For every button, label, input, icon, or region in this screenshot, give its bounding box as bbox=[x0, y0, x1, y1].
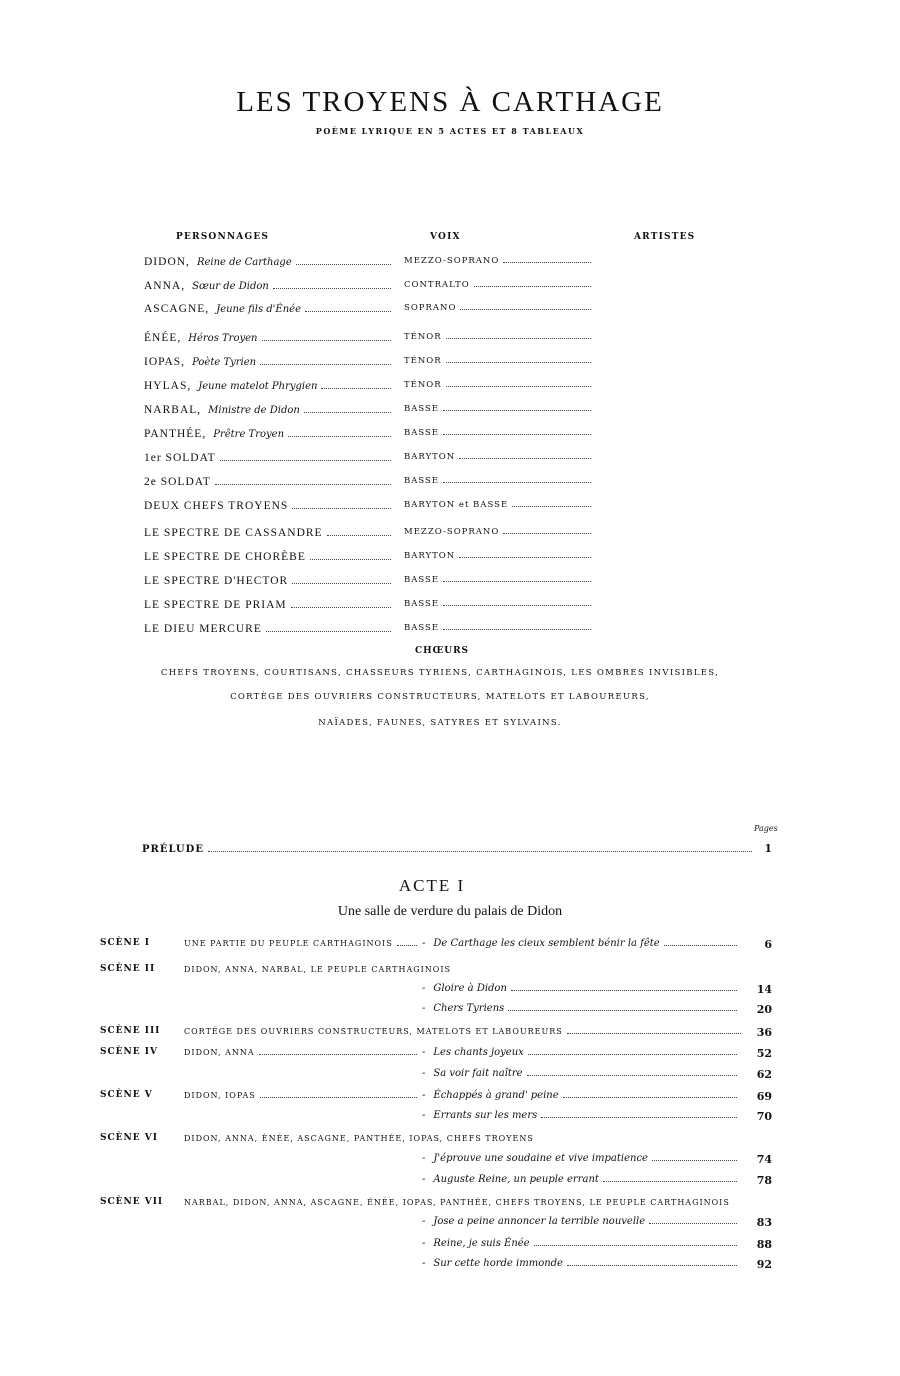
dash-mark: - bbox=[422, 1090, 426, 1101]
incipit-text: Chers Tyriens bbox=[433, 1003, 505, 1014]
role-left bbox=[144, 356, 394, 368]
role-desc: Jeune fils d'Énée bbox=[216, 304, 301, 315]
incipit-text: Jose a peine annoncer la terrible nouvelle bbox=[433, 1216, 646, 1227]
role-row bbox=[144, 476, 594, 492]
dot-leader bbox=[541, 1117, 737, 1118]
role-name: 2e SOLDAT bbox=[144, 476, 211, 488]
role-voice: BARYTON bbox=[404, 452, 456, 462]
scene-characters bbox=[184, 965, 451, 974]
dash-mark: - bbox=[422, 1003, 426, 1014]
page-number: 74 bbox=[756, 1153, 772, 1166]
dot-leader bbox=[512, 506, 591, 507]
dot-leader bbox=[443, 581, 591, 582]
role-row bbox=[144, 575, 594, 591]
dot-leader bbox=[443, 605, 591, 606]
dash-mark: - bbox=[422, 1068, 426, 1079]
role-name: IOPAS, bbox=[144, 356, 186, 368]
dot-leader bbox=[508, 1010, 737, 1011]
role-name: DEUX CHEFS TROYENS bbox=[144, 500, 289, 512]
role-right bbox=[404, 303, 594, 313]
scene-label: SCÈNE VII bbox=[100, 1197, 164, 1207]
role-right bbox=[404, 256, 594, 266]
role-desc: Reine de Carthage bbox=[196, 257, 292, 268]
role-left bbox=[144, 280, 394, 292]
acte-title: ACTE I bbox=[398, 876, 466, 895]
incipit-row bbox=[422, 1238, 740, 1249]
role-row bbox=[144, 623, 594, 639]
role-name: PANTHÉE, bbox=[144, 428, 207, 440]
scene-characters bbox=[184, 939, 420, 949]
scene-characters-text: DIDON, ANNA bbox=[184, 1048, 255, 1057]
dot-leader bbox=[446, 362, 591, 363]
page-number: 62 bbox=[756, 1068, 772, 1081]
role-left bbox=[144, 551, 394, 563]
dash-mark: - bbox=[422, 1216, 426, 1227]
incipit-row bbox=[422, 938, 740, 949]
scene-characters bbox=[184, 1134, 534, 1143]
role-left bbox=[144, 452, 394, 464]
dot-leader bbox=[534, 1245, 737, 1246]
scene-label: SCÈNE I bbox=[100, 938, 150, 948]
choeurs-line: CHEFS TROYENS, COURTISANS, CHASSEURS TYRIENS, CARTHAGINOIS, LES OMBRES INVISIBLES, bbox=[160, 668, 720, 678]
role-row bbox=[144, 500, 594, 516]
dot-leader bbox=[220, 460, 391, 461]
dot-leader bbox=[527, 1075, 737, 1076]
role-voice: BASSE bbox=[404, 623, 440, 633]
role-left bbox=[144, 256, 394, 268]
incipit-row bbox=[422, 1153, 740, 1164]
role-left bbox=[144, 500, 394, 512]
page-title: LES TROYENS À CARTHAGE bbox=[236, 86, 664, 118]
role-right bbox=[404, 575, 594, 585]
role-right bbox=[404, 332, 594, 342]
page-subtitle: POÈME LYRIQUE EN 5 ACTES ET 8 TABLEAUX bbox=[315, 126, 585, 136]
incipit-row bbox=[422, 1047, 740, 1058]
role-name: ÉNÉE, bbox=[144, 332, 182, 344]
role-left bbox=[144, 428, 394, 440]
role-voice: MEZZO-SOPRANO bbox=[404, 256, 500, 266]
page-number: 70 bbox=[756, 1110, 772, 1123]
dot-leader bbox=[304, 412, 391, 413]
dash-mark: - bbox=[422, 1153, 426, 1164]
role-voice: BASSE bbox=[404, 476, 440, 486]
role-right bbox=[404, 551, 594, 561]
dot-leader bbox=[260, 1097, 417, 1098]
dot-leader bbox=[664, 945, 737, 946]
role-left bbox=[144, 575, 394, 587]
role-voice: SOPRANO bbox=[404, 303, 457, 313]
dash-mark: - bbox=[422, 938, 426, 949]
page-number: 78 bbox=[756, 1174, 772, 1187]
scene-label: SCÈNE V bbox=[100, 1090, 153, 1100]
scene-label: SCÈNE VI bbox=[100, 1133, 158, 1143]
dot-leader bbox=[288, 436, 391, 437]
role-left bbox=[144, 476, 394, 488]
incipit-text: De Carthage les cieux semblent bénir la fête bbox=[433, 938, 660, 949]
dot-leader bbox=[292, 508, 391, 509]
dot-leader bbox=[260, 364, 391, 365]
role-name: LE SPECTRE D'HECTOR bbox=[144, 575, 289, 587]
choeurs-line: CORTÈGE DES OUVRIERS CONSTRUCTEURS, MATELOTS ET LABOUREURS, bbox=[230, 692, 650, 702]
incipit-text: Auguste Reine, un peuple errant bbox=[433, 1174, 599, 1185]
role-desc: Jeune matelot Phrygien bbox=[198, 381, 318, 392]
dot-leader bbox=[296, 264, 391, 265]
role-name: 1er SOLDAT bbox=[144, 452, 216, 464]
incipit-row bbox=[422, 1003, 740, 1014]
dot-leader bbox=[567, 1033, 741, 1034]
dot-leader bbox=[266, 631, 391, 632]
prelude-label: PRÉLUDE bbox=[142, 844, 204, 855]
role-voice: BASSE bbox=[404, 404, 440, 414]
role-name: ANNA, bbox=[144, 280, 186, 292]
incipit-text: Reine, je suis Énée bbox=[433, 1238, 530, 1249]
role-left bbox=[144, 623, 394, 635]
scene-label: SCÈNE IV bbox=[100, 1047, 158, 1057]
role-row bbox=[144, 599, 594, 615]
scene-characters bbox=[184, 1027, 744, 1037]
dot-leader bbox=[443, 629, 591, 630]
scene-characters-text: DIDON, ANNA, NARBAL, LE PEUPLE CARTHAGINOIS bbox=[184, 965, 451, 974]
choeurs-line: NAÏADES, FAUNES, SATYRES ET SYLVAINS. bbox=[318, 718, 562, 728]
role-right bbox=[404, 623, 594, 633]
incipit-row bbox=[422, 1090, 740, 1101]
incipit-text: Errants sur les mers bbox=[433, 1110, 538, 1121]
header-artistes: ARTISTES bbox=[634, 232, 696, 242]
dash-mark: - bbox=[422, 1238, 426, 1249]
role-left bbox=[144, 380, 394, 392]
role-left bbox=[144, 303, 394, 315]
role-right bbox=[404, 428, 594, 438]
dot-leader bbox=[567, 1265, 737, 1266]
page-number: 52 bbox=[756, 1047, 772, 1060]
role-desc: Poète Tyrien bbox=[192, 357, 257, 368]
role-left bbox=[144, 527, 394, 539]
scene-characters bbox=[184, 1198, 730, 1207]
role-row bbox=[144, 551, 594, 567]
prelude-row bbox=[142, 842, 772, 855]
dot-leader bbox=[215, 484, 391, 485]
dot-leader bbox=[446, 338, 591, 339]
role-right bbox=[404, 404, 594, 414]
incipit-row bbox=[422, 1216, 740, 1227]
role-desc: Héros Troyen bbox=[188, 333, 258, 344]
scene-label: SCÈNE II bbox=[100, 964, 156, 974]
choeurs-heading: CHŒURS bbox=[414, 646, 470, 656]
dot-leader bbox=[528, 1054, 737, 1055]
role-row bbox=[144, 303, 594, 319]
role-right bbox=[404, 527, 594, 537]
dot-leader bbox=[459, 557, 591, 558]
dash-mark: - bbox=[422, 1258, 426, 1269]
dot-leader bbox=[310, 559, 391, 560]
role-right bbox=[404, 500, 594, 510]
scene-label: SCÈNE III bbox=[100, 1026, 161, 1036]
role-row bbox=[144, 332, 594, 348]
role-row bbox=[144, 356, 594, 372]
dot-leader bbox=[259, 1054, 417, 1055]
incipit-row bbox=[422, 1110, 740, 1121]
dot-leader bbox=[397, 945, 417, 946]
dot-leader bbox=[291, 607, 391, 608]
role-name: ASCAGNE, bbox=[144, 303, 210, 315]
scene-characters-text: NARBAL, DIDON, ANNA, ASCAGNE, ÉNÉE, IOPAS, PANTHÉE, CHEFS TROYENS, LE PEUPLE CARTHAGINOIS bbox=[184, 1198, 730, 1207]
dot-leader bbox=[273, 288, 391, 289]
dot-leader bbox=[443, 410, 591, 411]
page-number: 14 bbox=[756, 983, 772, 996]
page-number: 6 bbox=[764, 938, 772, 951]
dot-leader bbox=[603, 1181, 737, 1182]
scene-characters bbox=[184, 1048, 420, 1058]
role-voice: BARYTON bbox=[404, 551, 456, 561]
dot-leader bbox=[474, 286, 591, 287]
role-name: DIDON, bbox=[144, 256, 190, 268]
role-right bbox=[404, 280, 594, 290]
page-number: 88 bbox=[756, 1238, 772, 1251]
scene-characters bbox=[184, 1091, 420, 1101]
dot-leader bbox=[443, 434, 591, 435]
pages-label: Pages bbox=[754, 824, 778, 833]
dot-leader bbox=[443, 482, 591, 483]
dot-leader bbox=[327, 535, 391, 536]
dash-mark: - bbox=[422, 1174, 426, 1185]
incipit-text: Échappés à grand' peine bbox=[433, 1090, 559, 1101]
incipit-text: Sur cette horde immonde bbox=[433, 1258, 563, 1269]
dash-mark: - bbox=[422, 983, 426, 994]
role-voice: CONTRALTO bbox=[404, 280, 470, 290]
role-left bbox=[144, 332, 394, 344]
role-desc: Prêtre Troyen bbox=[213, 429, 285, 440]
page-number: 69 bbox=[756, 1090, 772, 1103]
incipit-text: Gloire à Didon bbox=[433, 983, 507, 994]
dash-mark: - bbox=[422, 1047, 426, 1058]
incipit-text: J'éprouve une soudaine et vive impatience bbox=[433, 1153, 648, 1164]
role-desc: Sœur de Didon bbox=[192, 281, 269, 292]
incipit-text: Sa voir fait naître bbox=[433, 1068, 523, 1079]
role-name: LE SPECTRE DE CASSANDRE bbox=[144, 527, 323, 539]
role-row bbox=[144, 452, 594, 468]
role-voice: BASSE bbox=[404, 599, 440, 609]
role-row bbox=[144, 428, 594, 444]
dot-leader bbox=[459, 458, 591, 459]
dot-leader bbox=[446, 386, 591, 387]
role-right bbox=[404, 380, 594, 390]
dot-leader bbox=[262, 340, 392, 341]
role-name: LE SPECTRE DE CHORÈBE bbox=[144, 551, 306, 563]
role-row bbox=[144, 256, 594, 272]
role-right bbox=[404, 476, 594, 486]
incipit-text: Les chants joyeux bbox=[433, 1047, 524, 1058]
dot-leader bbox=[563, 1097, 737, 1098]
dash-mark: - bbox=[422, 1110, 426, 1121]
role-right bbox=[404, 599, 594, 609]
dot-leader bbox=[652, 1160, 737, 1161]
role-voice: BASSE bbox=[404, 575, 440, 585]
scene-characters-text: DIDON, IOPAS bbox=[184, 1091, 256, 1100]
scene-characters-text: UNE PARTIE DU PEUPLE CARTHAGINOIS bbox=[184, 939, 393, 948]
dot-leader bbox=[321, 388, 391, 389]
role-voice: TÉNOR bbox=[404, 332, 442, 342]
role-name: NARBAL, bbox=[144, 404, 202, 416]
acte-subtitle: Une salle de verdure du palais de Didon bbox=[337, 904, 563, 919]
role-name: LE DIEU MERCURE bbox=[144, 623, 262, 635]
role-row bbox=[144, 380, 594, 396]
dot-leader bbox=[511, 990, 737, 991]
incipit-row bbox=[422, 1174, 740, 1185]
header-personnages: PERSONNAGES bbox=[176, 232, 270, 242]
incipit-row bbox=[422, 1258, 740, 1269]
role-left bbox=[144, 599, 394, 611]
page-number: 20 bbox=[756, 1003, 772, 1016]
header-voix: VOIX bbox=[430, 232, 461, 242]
role-voice: MEZZO-SOPRANO bbox=[404, 527, 500, 537]
role-voice: TÉNOR bbox=[404, 380, 442, 390]
role-name: LE SPECTRE DE PRIAM bbox=[144, 599, 287, 611]
scene-characters-text: CORTÈGE DES OUVRIERS CONSTRUCTEURS, MATELOTS ET LABOUREURS bbox=[184, 1027, 563, 1036]
role-voice: BASSE bbox=[404, 428, 440, 438]
role-voice: BARYTON et BASSE bbox=[404, 500, 509, 510]
role-row bbox=[144, 527, 594, 543]
role-right bbox=[404, 356, 594, 366]
prelude-page: 1 bbox=[764, 842, 772, 855]
dot-leader bbox=[649, 1223, 737, 1224]
dot-leader bbox=[305, 311, 391, 312]
role-name: HYLAS, bbox=[144, 380, 192, 392]
role-row bbox=[144, 404, 594, 420]
page-number: 92 bbox=[756, 1258, 772, 1271]
page-number: 83 bbox=[756, 1216, 772, 1229]
dot-leader bbox=[208, 851, 752, 852]
role-voice: TÉNOR bbox=[404, 356, 442, 366]
role-right bbox=[404, 452, 594, 462]
dot-leader bbox=[503, 533, 591, 534]
role-row bbox=[144, 280, 594, 296]
scene-characters-text: DIDON, ANNA, ÉNÉE, ASCAGNE, PANTHÉE, IOPAS, CHEFS TROYENS bbox=[184, 1134, 534, 1143]
incipit-row bbox=[422, 1068, 740, 1079]
dot-leader bbox=[503, 262, 591, 263]
incipit-row bbox=[422, 983, 740, 994]
page-number: 36 bbox=[756, 1026, 772, 1039]
dot-leader bbox=[292, 583, 391, 584]
dot-leader bbox=[460, 309, 591, 310]
role-desc: Ministre de Didon bbox=[208, 405, 300, 416]
role-left bbox=[144, 404, 394, 416]
